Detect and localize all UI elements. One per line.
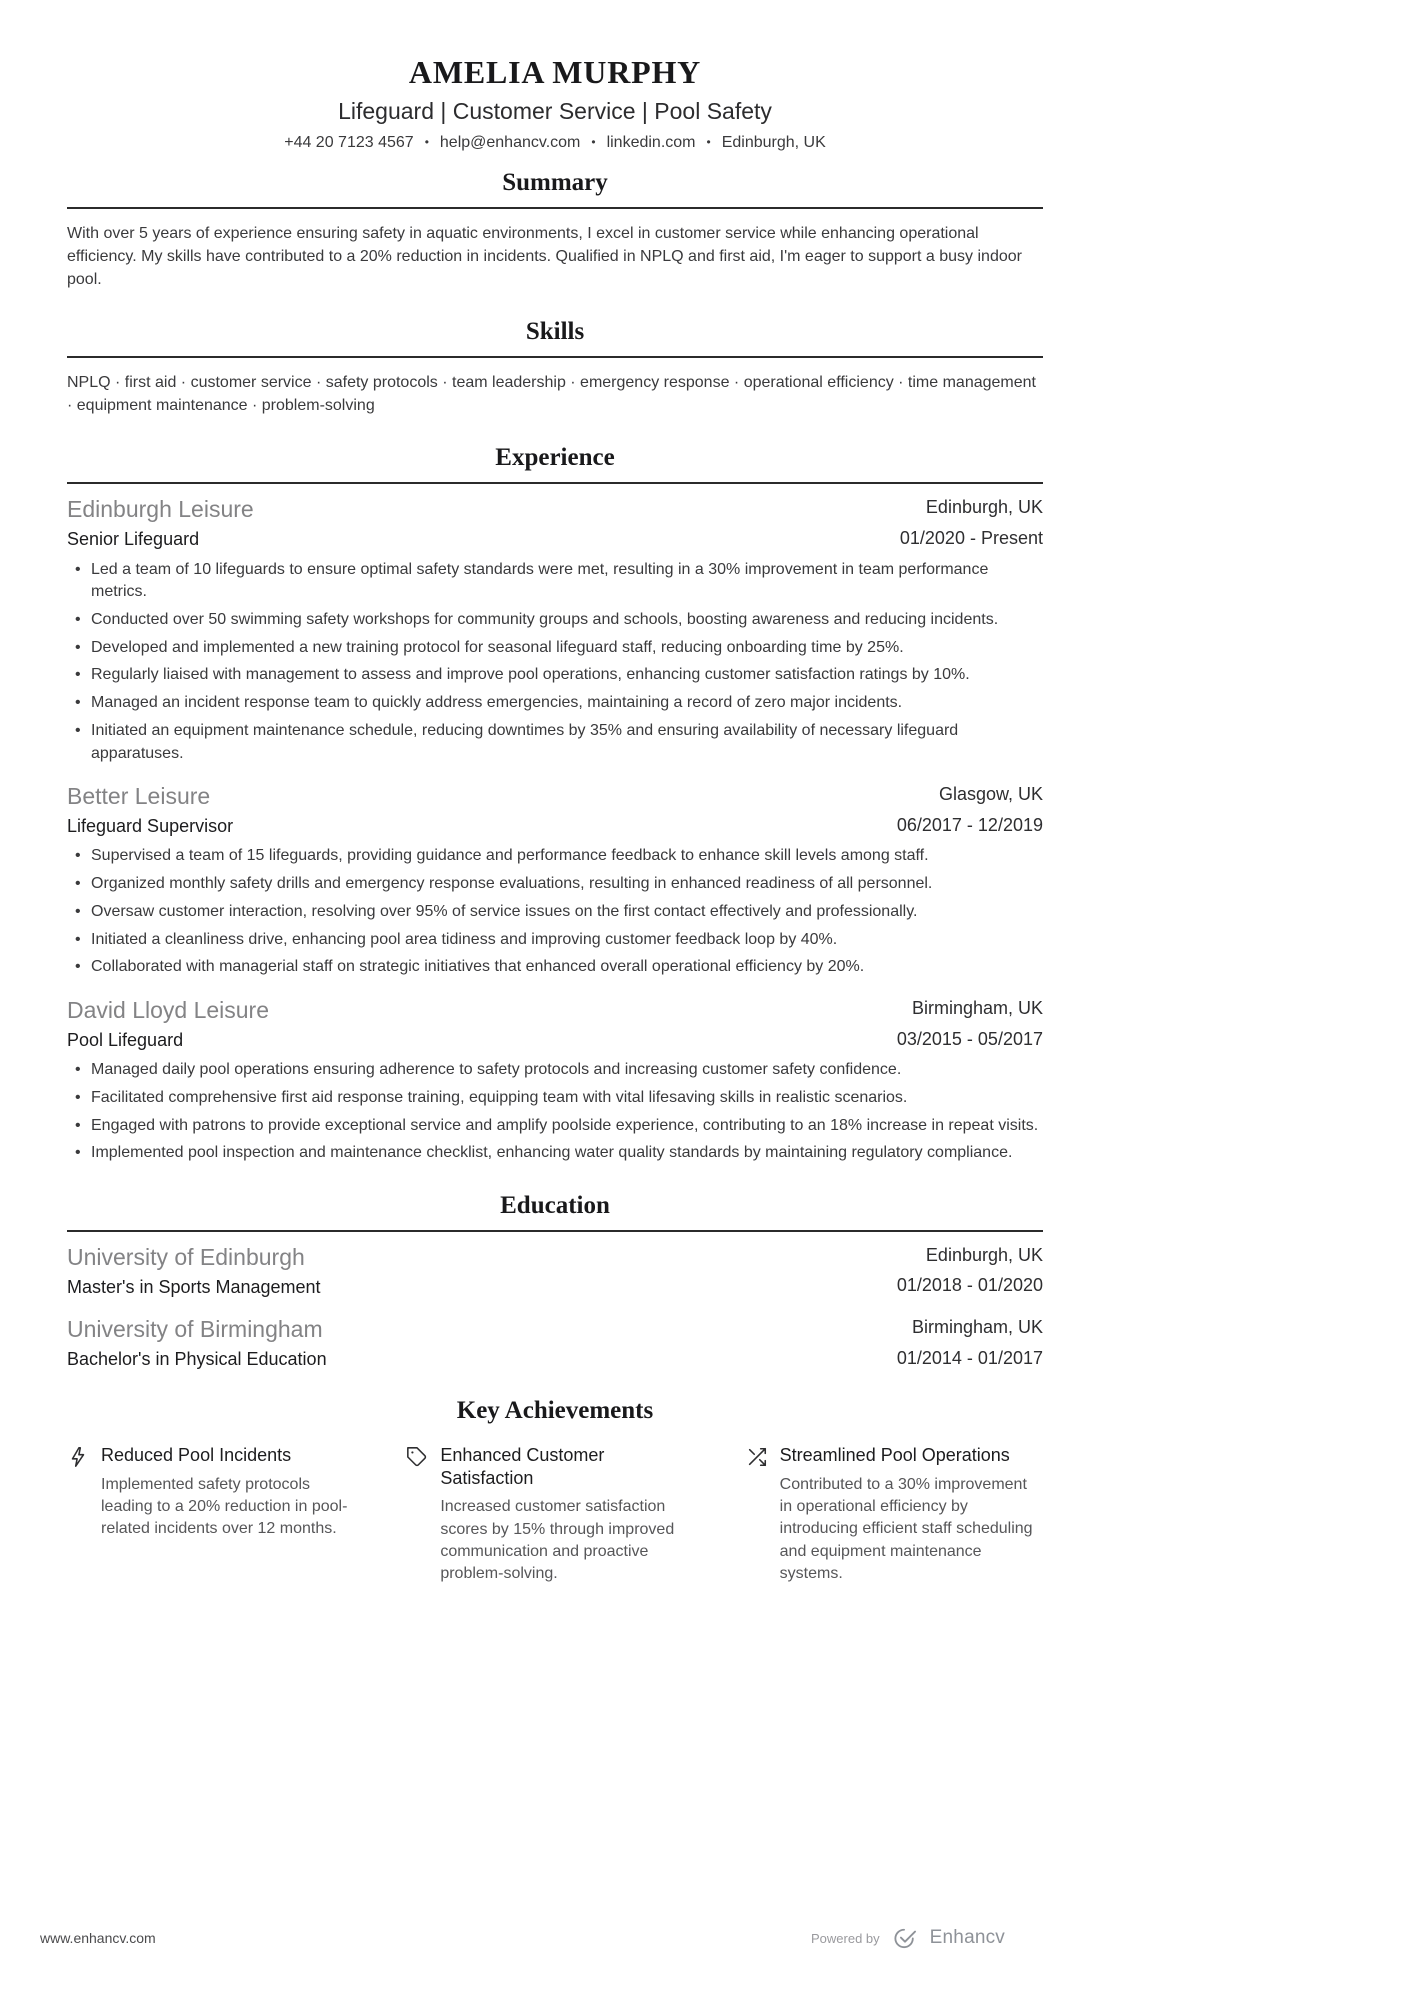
powered-by-label: Powered by [811,1930,880,1946]
achievements-heading: Key Achievements [456,1397,654,1425]
summary-section [67,168,1043,292]
section-divider [67,207,1043,209]
education-header-left [67,1244,321,1298]
achievement-text: Implemented safety protocols leading to a 20% reduction in pool-related incidents over 12 months. [101,1475,348,1538]
website-link[interactable]: www.enhancv.com [40,1930,156,1946]
achievement-text: Increased customer satisfaction scores by 15% through improved communication and proactive problem-solving. [440,1498,675,1583]
company-name: David Lloyd Leisure [67,997,270,1024]
education-header-right [897,1244,1043,1297]
job-header-right [897,783,1043,836]
job-bullet: • Oversaw customer interaction, resolving over 95% of service issues on the first contact effectively and professionally. [67,901,1043,924]
achievements-section [67,1396,1043,1586]
job-dates: 01/2020 - Present [899,527,1043,548]
job-header [67,496,1043,550]
job-bullet: • Managed daily pool operations ensuring adherence to safety protocols and increasing customer safety confidence. [67,1059,1043,1082]
candidate-headline: Lifeguard | Customer Service | Pool Safety [338,97,772,124]
education-entry-header [67,1316,1043,1370]
school-name: University of Edinburgh [67,1243,305,1270]
job-bullet: • Developed and implemented a new training protocol for seasonal lifeguard staff, reducing onboarding time by 25%. [67,637,1043,660]
school-location: Birmingham, UK [911,1317,1043,1338]
achievement-item [406,1444,703,1586]
experience-entry [67,783,1043,979]
company-name: Edinburgh Leisure [67,496,254,523]
job-bullet: • Supervised a team of 15 lifeguards, providing guidance and performance feedback to enhance skill levels among staff. [67,845,1043,868]
job-header-right [897,997,1043,1050]
email-link[interactable]: • help@enhancv.com [414,134,581,151]
job-header-right [900,496,1043,549]
experience-heading: Experience [495,444,615,472]
candidate-name: AMELIA MURPHY [408,54,702,90]
experience-section [67,443,1043,1165]
section-divider [67,482,1043,484]
phone-number: +44 20 7123 4567 [284,133,414,151]
achievement-title: Reduced Pool Incidents [101,1445,292,1466]
job-bullet-list [67,845,1043,979]
education-header-left [67,1316,327,1370]
achievement-item [746,1444,1043,1586]
contact-row [67,134,1043,152]
resume-header [67,54,1043,152]
location-text: • Edinburgh, UK [696,134,826,151]
job-bullet: • Implemented pool inspection and maintenance checklist, enhancing water quality standards by maintaining regulatory compliance. [67,1142,1043,1165]
achievement-item [67,1444,364,1586]
education-entry [67,1316,1043,1370]
education-header-right [897,1316,1043,1369]
job-bullet-list [67,1059,1043,1165]
skills-section [67,317,1043,417]
achievement-title: Enhanced Customer Satisfaction [440,1445,605,1488]
job-header-left [67,997,269,1051]
job-bullet: • Engaged with patrons to provide exceptional service and amplify poolside experience, contributing to an 18% increase in repeat visits. [67,1115,1043,1138]
job-location: Glasgow, UK [938,784,1043,805]
linkedin-link[interactable]: • linkedin.com [580,134,695,151]
job-header-left [67,783,233,837]
job-bullet: • Regularly liaised with management to assess and improve pool operations, enhancing customer satisfaction ratings by 10%. [67,664,1043,687]
education-entry [67,1244,1043,1298]
education-section [67,1191,1043,1370]
job-bullet: • Organized monthly safety drills and emergency response evaluations, resulting in enhanced readiness of all personnel. [67,873,1043,896]
achievements-grid [67,1444,1043,1586]
achievement-title: Streamlined Pool Operations [779,1445,1010,1466]
job-bullet: • Led a team of 10 lifeguards to ensure optimal safety standards were met, resulting in a 30% improvement in team performance metrics. [67,559,1043,604]
job-bullet: • Collaborated with managerial staff on strategic initiatives that enhanced overall operational efficiency by 20%. [67,956,1043,979]
enhancv-brand-text: Enhancv [929,1927,1005,1948]
company-name: Better Leisure [67,783,211,810]
summary-heading: Summary [502,168,608,196]
job-dates: 06/2017 - 12/2019 [896,814,1043,835]
degree-name: Bachelor's in Physical Education [67,1348,327,1369]
job-title: Pool Lifeguard [67,1029,184,1050]
resume-content [67,54,1043,1586]
job-bullet: • Initiated an equipment maintenance schedule, reducing downtimes by 35% and ensuring availability of necessary lifeguard apparatuses. [67,720,1043,765]
job-location: Birmingham, UK [911,998,1043,1019]
job-header [67,997,1043,1051]
job-title: Lifeguard Supervisor [67,815,234,836]
summary-text: With over 5 years of experience ensuring safety in aquatic environments, I excel in customer service while enhancing operational efficiency. My skills have contributed to a 20% reduction in incidents. Qualified in NPLQ and first aid, I'm eager to support a busy indoor pool. [67,224,1022,288]
degree-name: Master's in Sports Management [67,1276,321,1297]
school-name: University of Birmingham [67,1316,323,1343]
powered-by-block[interactable] [811,1927,1005,1949]
section-divider [67,356,1043,358]
job-bullet: • Initiated a cleanliness drive, enhancing pool area tidiness and improving customer feedback loop by 40%. [67,929,1043,952]
job-header-left [67,496,254,550]
job-bullet: • Conducted over 50 swimming safety workshops for community groups and schools, boosting awareness and reducing incidents. [67,609,1043,632]
skills-heading: Skills [525,318,585,346]
school-dates: 01/2014 - 01/2017 [896,1347,1043,1368]
achievement-text: Contributed to a 30% improvement in operational efficiency by introducing efficient staff scheduling and equipment maintenance systems. [779,1475,1033,1583]
skills-text: NPLQ · first aid · customer service · safety protocols · team leadership · emergency response · operational efficiency · time management · equipment maintenance · problem-solving [67,374,1036,415]
school-dates: 01/2018 - 01/2020 [896,1275,1043,1296]
education-entry-header [67,1244,1043,1298]
education-heading: Education [500,1191,610,1219]
job-bullet: • Facilitated comprehensive first aid response training, equipping team with vital lifesaving skills in realistic scenarios. [67,1087,1043,1110]
tag-icon [406,1446,428,1468]
school-location: Edinburgh, UK [925,1244,1043,1265]
job-header [67,783,1043,837]
job-dates: 03/2015 - 05/2017 [896,1028,1043,1049]
page-footer [40,1927,1005,1949]
job-bullet: • Managed an incident response team to quickly address emergencies, maintaining a record of zero major incidents. [67,692,1043,715]
job-title: Senior Lifeguard [67,529,200,550]
job-bullet-list [67,559,1043,766]
enhancv-logo-icon [890,1927,920,1949]
experience-entry [67,496,1043,765]
experience-entry [67,997,1043,1165]
shuffle-icon [746,1446,768,1468]
lightning-icon [67,1446,89,1468]
job-location: Edinburgh, UK [925,497,1043,518]
section-divider [67,1230,1043,1232]
